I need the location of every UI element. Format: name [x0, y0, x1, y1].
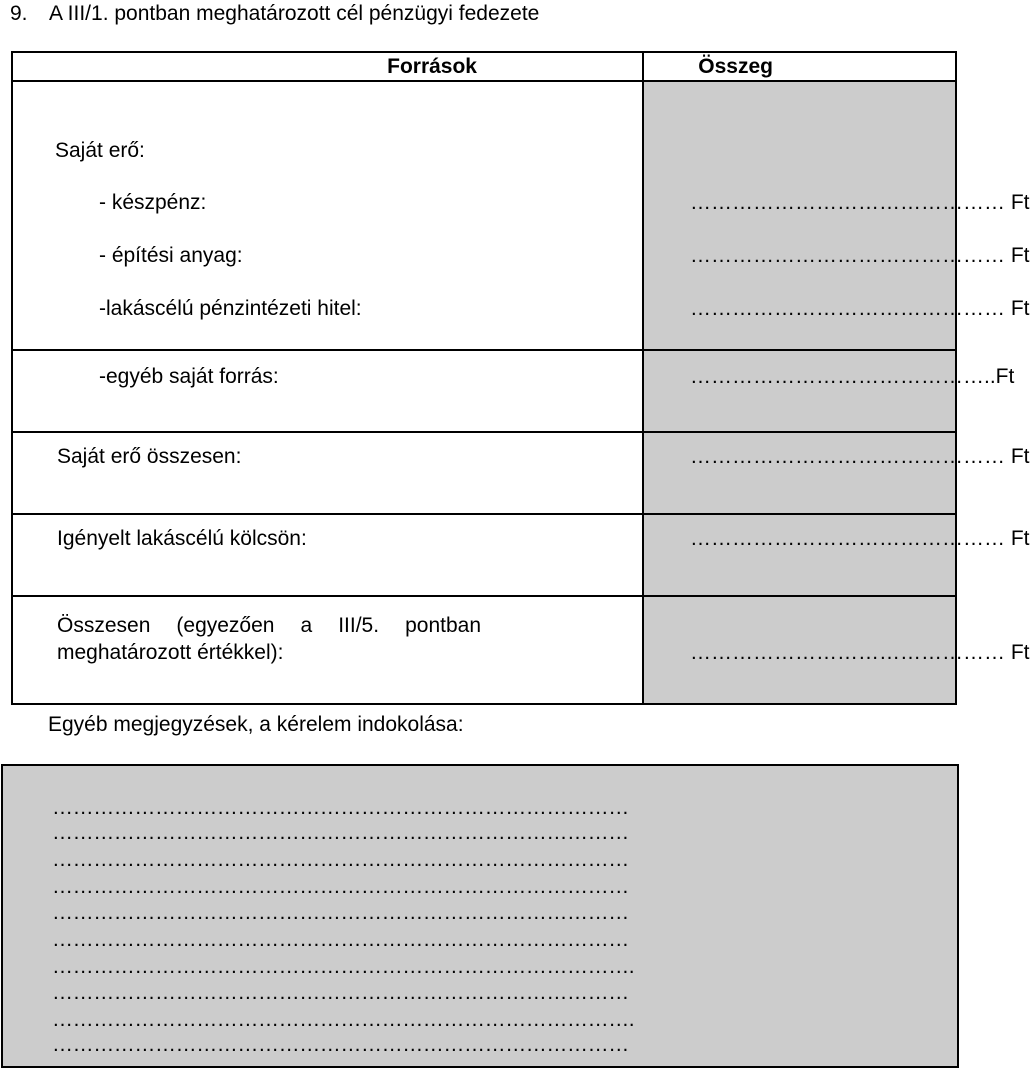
notes-line: …………………………………………………………………………	[52, 981, 629, 1004]
amount-field-building-material[interactable]: ……………………………………… Ft	[690, 244, 1030, 267]
row-label-building-material: - építési anyag:	[99, 244, 243, 267]
amount-field-other-own-source[interactable]: ……………………………………..Ft	[690, 365, 1015, 388]
table-row	[12, 514, 956, 596]
own-funds-total-amount-cell	[643, 432, 1030, 514]
notes-line: …………………………………………………………………………	[52, 901, 629, 924]
requested-loan-amount-cell	[643, 514, 1030, 596]
table-row	[12, 432, 956, 514]
section-heading	[10, 2, 539, 26]
notes-line: …………………………………………………………………………	[52, 821, 629, 844]
notes-line: …………………………………………………………………………	[52, 928, 629, 951]
own-funds-total-cell	[12, 432, 643, 514]
row-label-cash: - készpénz:	[99, 191, 207, 214]
amount-field-cash[interactable]: ……………………………………… Ft	[690, 191, 1030, 214]
notes-line: …………………………………………………………………………	[52, 1033, 629, 1056]
table-row-own-funds	[12, 81, 956, 350]
section-title: A III/1. pontban meghatározott cél pénzügyi fedezete	[49, 2, 540, 25]
notes-line: ………………………………………………………………………….	[52, 1008, 635, 1031]
notes-line: ………………………………………………………………………….	[52, 955, 635, 978]
amount-field-requested-loan[interactable]: ……………………………………… Ft	[690, 527, 1030, 550]
own-funds-amount-cell	[643, 81, 1030, 350]
table-row	[12, 596, 956, 704]
other-own-source-cell	[12, 350, 643, 432]
section-number: 9.	[10, 2, 28, 25]
requested-loan-cell	[12, 514, 643, 596]
row-label-bank-loan: -lakáscélú pénzintézeti hitel:	[99, 297, 362, 320]
own-funds-sources-cell	[12, 81, 643, 350]
amount-field-bank-loan[interactable]: ……………………………………… Ft	[690, 297, 1030, 320]
row-label-requested-loan: Igényelt lakáscélú kölcsön:	[57, 527, 307, 550]
row-label-other-own-source: -egyéb saját forrás:	[99, 365, 279, 388]
table-header-row	[12, 52, 956, 81]
header-sources: Források	[12, 52, 643, 81]
table-row	[12, 350, 956, 432]
grand-total-cell	[12, 596, 643, 704]
notes-line: …………………………………………………………………………	[52, 848, 629, 871]
notes-field[interactable]	[1, 764, 959, 1068]
notes-label: Egyéb megjegyzések, a kérelem indokolása:	[48, 713, 464, 736]
notes-line: …………………………………………………………………………	[52, 875, 629, 898]
own-funds-label: Saját erő:	[55, 139, 145, 162]
amount-field-own-funds-total[interactable]: ……………………………………… Ft	[690, 445, 1030, 468]
other-own-source-amount-cell	[643, 350, 1015, 432]
row-label-own-funds-total: Saját erő összesen:	[57, 445, 242, 468]
funding-table	[11, 51, 1030, 705]
amount-field-grand-total[interactable]: ……………………………………… Ft	[690, 641, 1030, 664]
grand-total-amount-cell	[643, 596, 1030, 704]
header-amount: Összeg	[643, 52, 956, 81]
row-label-grand-total: Összesen (egyezően a III/5. pontban meghatározott értékkel):	[57, 614, 481, 664]
notes-line: …………………………………………………………………………	[52, 796, 629, 819]
